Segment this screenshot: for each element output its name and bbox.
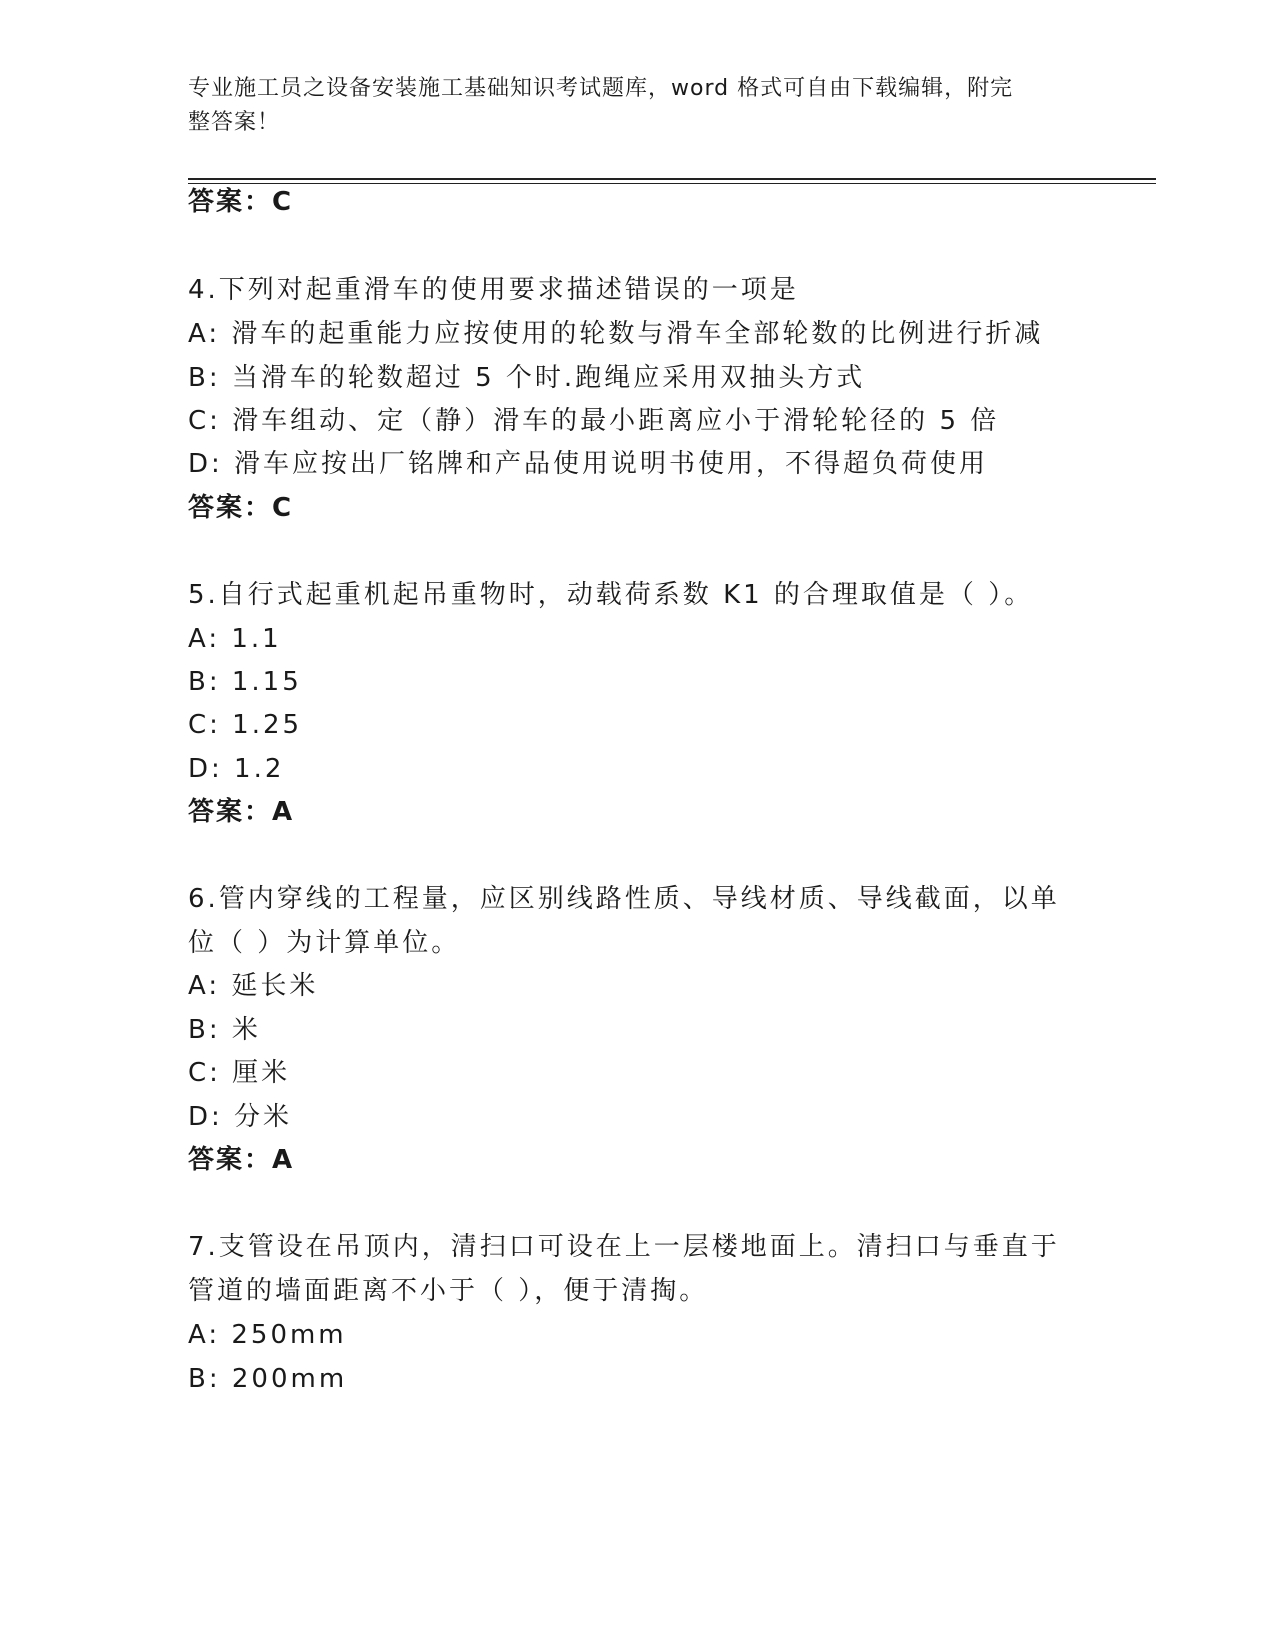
answer-previous: 答案：C [188,187,294,217]
question-7-option-a: A: 250mm [188,1320,347,1350]
question-6-option-d: D: 分米 [188,1102,293,1132]
question-4-option-a: A: 滑车的起重能力应按使用的轮数与滑车全部轮数的比例进行折减 [188,319,1044,349]
question-5-option-a: A: 1.1 [188,624,282,654]
header-line-2: 整答案！ [188,110,281,135]
question-5-option-d: D: 1.2 [188,754,285,784]
header-rule-thick [188,178,1156,180]
question-4-option-d: D: 滑车应按出厂铭牌和产品使用说明书使用，不得超负荷使用 [188,449,989,479]
question-7-stem-line-2: 管道的墙面距离不小于（ ），便于清掏。 [188,1276,709,1306]
question-4-stem: 4.下列对起重滑车的使用要求描述错误的一项是 [188,275,799,305]
header-rule-thin [188,183,1156,184]
header-line-1: 专业施工员之设备安装施工基础知识考试题库，word 格式可自由下载编辑，附完 [188,76,1014,101]
question-7-stem-line-1: 7.支管设在吊顶内，清扫口可设在上一层楼地面上。清扫口与垂直于 [188,1232,1060,1262]
question-6-stem-line-1: 6.管内穿线的工程量，应区别线路性质、导线材质、导线截面，以单 [188,884,1060,914]
question-6-option-a: A: 延长米 [188,971,319,1001]
question-4-answer: 答案：C [188,493,294,523]
question-5-stem: 5.自行式起重机起吊重物时，动载荷系数 K1 的合理取值是（ ）。 [188,580,1034,610]
question-6-option-b: B: 米 [188,1015,261,1045]
document-header [188,72,1088,140]
question-4-option-b: B: 当滑车的轮数超过 5 个时.跑绳应采用双抽头方式 [188,363,866,393]
question-6-stem-line-2: 位（ ）为计算单位。 [188,928,461,958]
question-4-option-c: C: 滑车组动、定（静）滑车的最小距离应小于滑轮轮径的 5 倍 [188,406,1000,436]
question-6-option-c: C: 厘米 [188,1058,291,1088]
question-5-option-b: B: 1.15 [188,667,302,697]
question-6-answer: 答案：A [188,1145,295,1175]
question-5-option-c: C: 1.25 [188,710,303,740]
question-5-answer: 答案：A [188,797,295,827]
question-7-option-b: B: 200mm [188,1364,348,1394]
